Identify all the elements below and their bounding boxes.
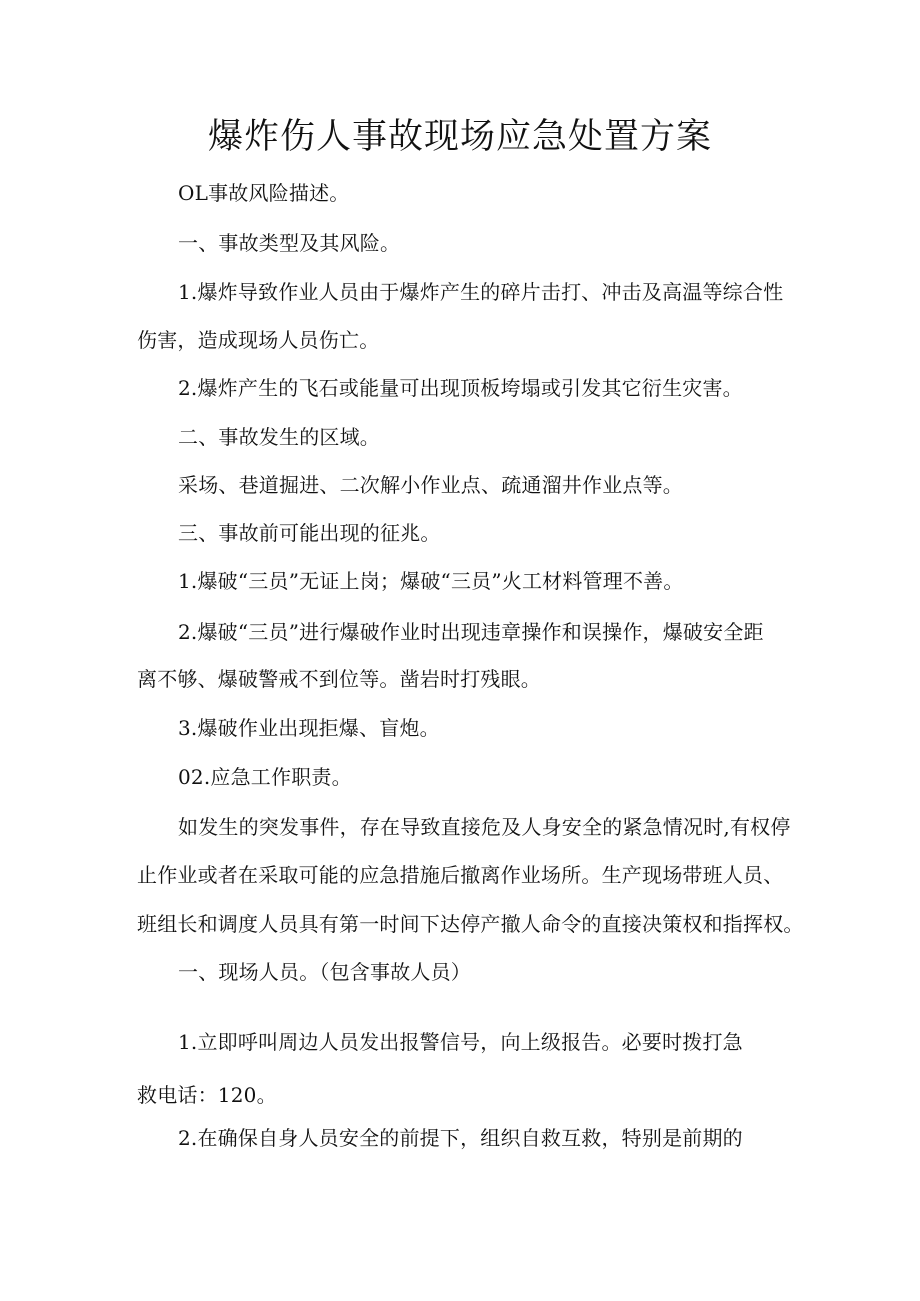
section-heading-duties: 02.应急工作职责。 <box>178 765 352 789</box>
paragraph-line: 离不够、爆破警戒不到位等。凿岩时打残眼。 <box>137 667 541 691</box>
subheading-onsite-personnel: 一、现场人员。（包含事故人员） <box>178 960 471 984</box>
paragraph-line: 采场、巷道掘进、二次解小作业点、疏通溜井作业点等。 <box>178 473 683 497</box>
paragraph-line: 2.在确保自身人员安全的前提下，组织自救互救，特别是前期的 <box>178 1126 743 1150</box>
paragraph-line: 救电话：120。 <box>137 1083 277 1107</box>
paragraph-line: 1.爆炸导致作业人员由于爆炸产生的碎片击打、冲击及高温等综合性 <box>178 280 784 304</box>
subheading-accident-type: 一、事故类型及其风险。 <box>178 231 401 255</box>
subheading-area: 二、事故发生的区域。 <box>178 425 380 449</box>
document-title: 爆炸伤人事故现场应急处置方案 <box>207 117 712 157</box>
paragraph-line: 1.爆破“三员”无证上岗；爆破“三员”火工材料管理不善。 <box>178 569 684 593</box>
paragraph-line: 班组长和调度人员具有第一时间下达停产撤人命令的直接决策权和指挥权。 <box>137 912 804 936</box>
subheading-signs: 三、事故前可能出现的征兆。 <box>178 521 441 545</box>
paragraph-line: 2.爆炸产生的飞石或能量可出现顶板垮塌或引发其它衍生灾害。 <box>178 376 743 400</box>
paragraph-line: 1.立即呼叫周边人员发出报警信号，向上级报告。必要时拨打急 <box>178 1030 743 1054</box>
section-heading-risk: OL事故风险描述。 <box>178 181 350 205</box>
paragraph-line: 如发生的突发事件，存在导致直接危及人身安全的紧急情况时,有权停 <box>178 815 791 839</box>
paragraph-line: 伤害，造成现场人员伤亡。 <box>137 328 380 352</box>
paragraph-line: 止作业或者在采取可能的应急措施后撤离作业场所。生产现场带班人员、 <box>137 863 784 887</box>
paragraph-line: 2.爆破“三员”进行爆破作业时出现违章操作和误操作，爆破安全距 <box>178 620 764 644</box>
paragraph-line: 3.爆破作业出现拒爆、盲炮。 <box>178 716 440 740</box>
